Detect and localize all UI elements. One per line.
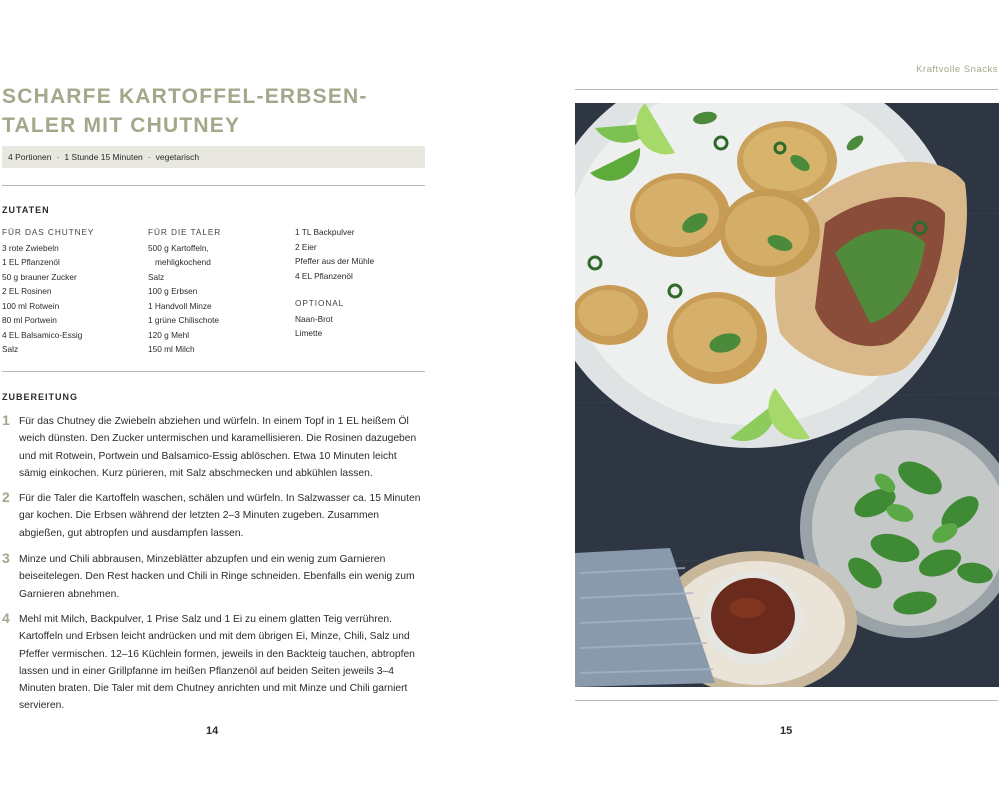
- ingredient-item: Limette: [295, 328, 323, 338]
- ingredient-item: 500 g Kartoffeln,: [148, 242, 209, 253]
- divider: [2, 185, 425, 186]
- step-text: Für die Taler die Kartoffeln waschen, schälen und würfeln. In Salzwasser ca. 15 Minuten gar kochen. Die Erbsen während der letzten 2–3 Minuten zugeben. Zusammen abgießen, gut abtropfen und ausdampfen lassen.: [19, 493, 421, 539]
- running-head: Kraftvolle Snacks: [916, 64, 998, 75]
- taler-ingredients: [148, 225, 288, 357]
- step-number: 1: [2, 412, 10, 428]
- chutney-heading: FÜR DAS CHUTNEY: [2, 227, 95, 237]
- ingredient-item: 2 Eier: [295, 241, 317, 252]
- divider: [2, 371, 425, 372]
- ingredient-item: 2 EL Rosinen: [2, 286, 52, 296]
- preparation-heading: ZUBEREITUNG: [2, 392, 78, 402]
- meta-separator: ·: [147, 152, 151, 162]
- ingredient-item: 100 g Erbsen: [148, 286, 198, 296]
- spacer: [295, 283, 425, 296]
- right-page: [500, 0, 1000, 800]
- divider: [575, 700, 998, 701]
- step-2: [2, 490, 427, 542]
- diet-label: vegetarisch: [155, 152, 200, 162]
- step-4: [2, 611, 427, 715]
- step-number: 4: [2, 610, 10, 626]
- recipe-title-line2: TALER MIT CHUTNEY: [2, 114, 241, 137]
- step-text: Für das Chutney die Zwiebeln abziehen und würfeln. In einem Topf in 1 EL heißem Öl weich dünsten. Den Zucker untermischen und karamellisieren. Die Rosinen dazugeben und mit Rotwein, Portwein und Balsamico-Essig ablöschen. Etwa 10 Minuten leicht sämig einkochen. Kurz pürieren, mit Salz abschmecken und abkühlen lassen.: [19, 416, 417, 479]
- portions: 4 Portionen: [8, 152, 52, 162]
- ingredient-item: 1 grüne Chilischote: [148, 315, 220, 325]
- optional-heading: OPTIONAL: [295, 298, 345, 308]
- ingredient-item: 1 Handvoll Minze: [148, 300, 212, 311]
- page-number-left: 14: [206, 725, 219, 737]
- taler-heading: FÜR DIE TALER: [148, 227, 222, 237]
- ingredient-item: 1 TL Backpulver: [295, 227, 355, 237]
- step-text: Minze und Chili abbrausen, Minzeblätter abzupfen und ein wenig zum Garnieren beiseitelegen. Den Rest hacken und Chili in Ringe schneiden. Ebenfalls ein wenig zum Garnieren abnehmen.: [19, 554, 415, 600]
- ingredient-item: Naan-Brot: [295, 313, 333, 324]
- ingredient-item: 150 ml Milch: [148, 344, 195, 354]
- ingredient-item: Salz: [2, 344, 19, 354]
- step-number: 3: [2, 550, 10, 566]
- recipe-title-line1: SCHARFE KARTOFFEL-ERBSEN-: [2, 85, 368, 108]
- page-number-right: 15: [780, 725, 793, 737]
- more-ingredients: [295, 225, 425, 341]
- step-number: 2: [2, 489, 10, 505]
- ingredient-item: 50 g brauner Zucker: [2, 271, 77, 282]
- recipe-title: [2, 82, 442, 140]
- ingredient-item: 100 ml Rotwein: [2, 300, 60, 311]
- divider: [575, 89, 998, 90]
- step-3: [2, 551, 427, 603]
- ingredient-item: 3 rote Zwiebeln: [2, 242, 59, 253]
- ingredient-item: 4 EL Pflanzenöl: [295, 270, 353, 281]
- food-photo: [575, 103, 999, 687]
- ingredient-item: 80 ml Portwein: [2, 315, 57, 325]
- ingredient-item: Pfeffer aus der Mühle: [295, 256, 375, 266]
- ingredient-item: 120 g Mehl: [148, 329, 190, 340]
- step-1: [2, 413, 427, 482]
- step-text: Mehl mit Milch, Backpulver, 1 Prise Salz und 1 Ei zu einem glatten Teig verrühren. Kartoffeln und Erbsen leicht andrücken und mit dem übrigen Ei, Minze, Chili, Salz und Pfeffer vermischen. 12–16 Küchlein formen, jeweils in den Backteig tauchen, abtropfen lassen und in einer Grillpfanne im heißen Pflanzenöl auf beiden Seiten jeweils 3–4 Minuten braten. Die Taler mit dem Chutney anrichten und mit Minze und Chili garniert servieren.: [19, 614, 415, 712]
- cooking-time: 1 Stunde 15 Minuten: [64, 152, 143, 162]
- ingredients-heading: ZUTATEN: [2, 205, 50, 215]
- recipe-meta-bar: [2, 146, 425, 168]
- ingredient-item: 4 EL Balsamico-Essig: [2, 329, 83, 340]
- ingredient-item: Salz: [148, 271, 165, 282]
- chutney-ingredients: [2, 225, 142, 357]
- meta-separator: ·: [56, 152, 60, 162]
- ingredient-item: 1 EL Pflanzenöl: [2, 257, 60, 267]
- ingredient-item: mehligkochend: [155, 257, 211, 267]
- food-photo-illustration: [575, 103, 999, 687]
